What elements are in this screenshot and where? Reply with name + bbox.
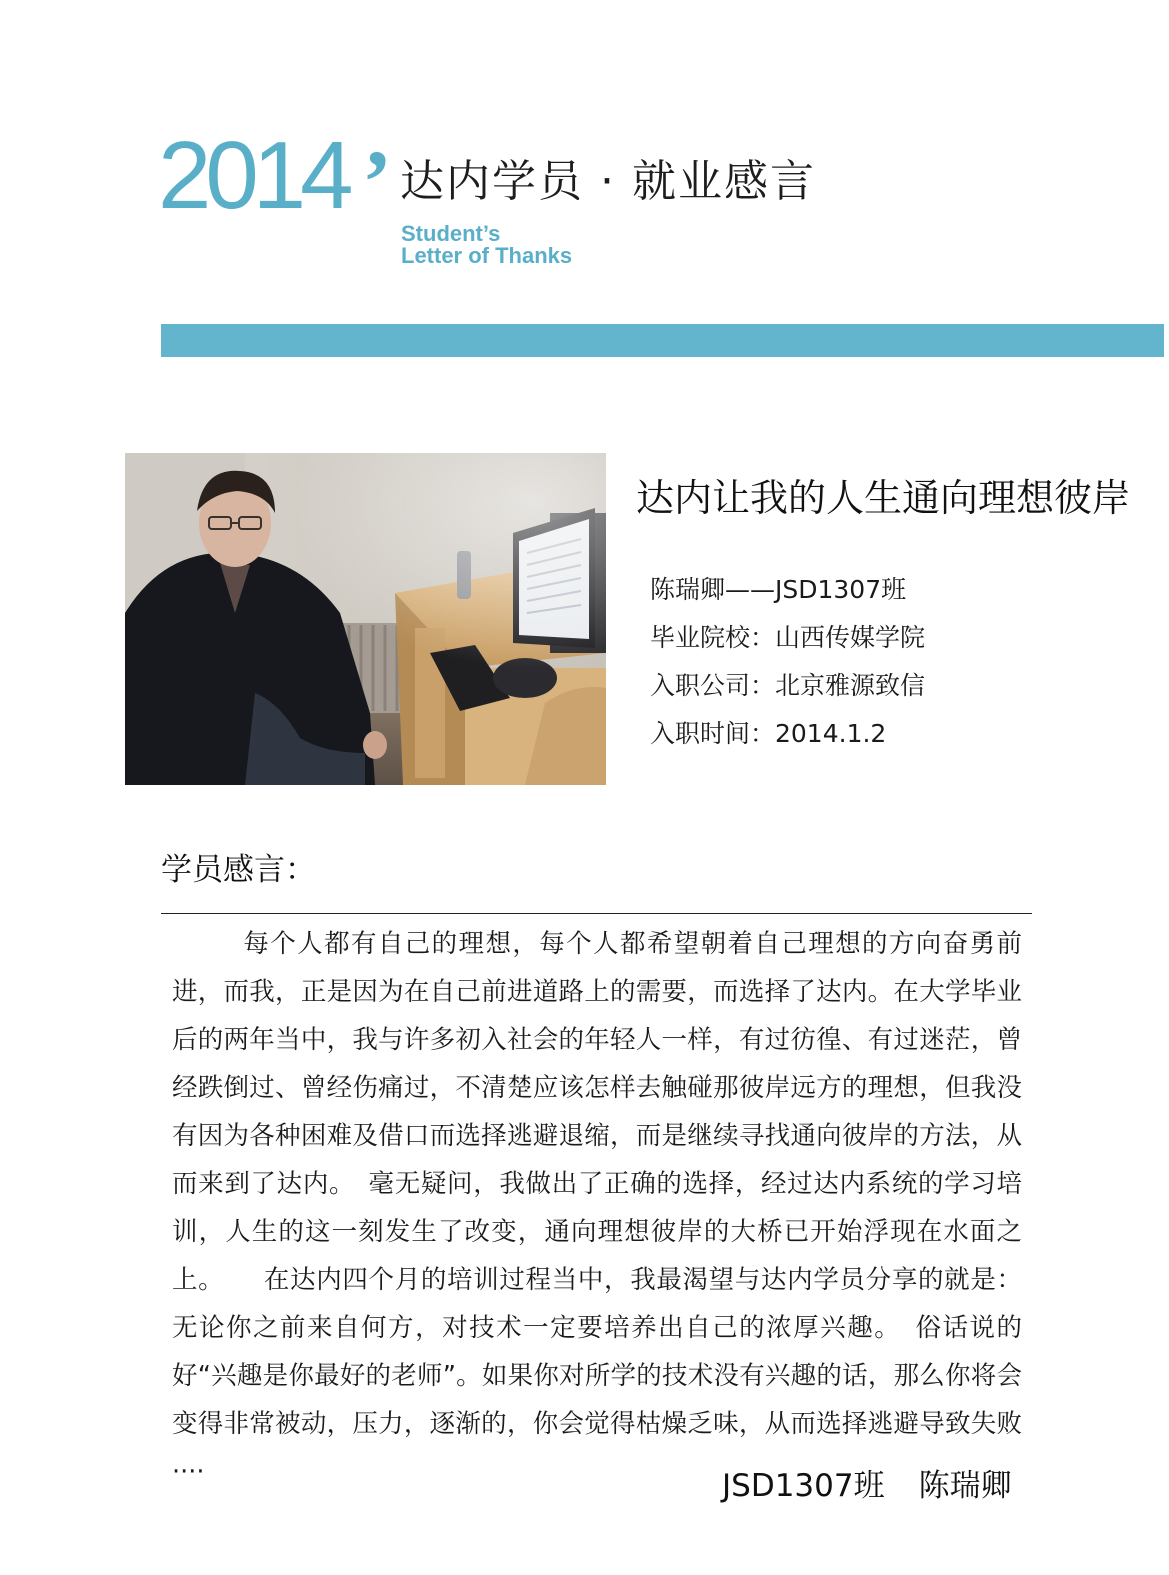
subtitle-line-1: Student’s: [401, 221, 501, 246]
signature: [722, 1468, 1012, 1505]
subtitle-block: [401, 223, 572, 267]
article-title: 达内让我的人生通向理想彼岸: [636, 476, 1131, 520]
signature-class: JSD1307班: [722, 1468, 885, 1504]
testimonial-heading: 学员感言：: [161, 852, 316, 888]
testimonial-body: 每个人都有自己的理想，每个人都希望朝着自己理想的方向奋勇前进，而我，正是因为在自己前进道路上的需要，而选择了达内。在大学毕业后的两年当中，我与许多初入社会的年轻人一样，有过彷徨、有过迷茫，曾经跌倒过、曾经伤痛过，不清楚应该怎样去触碰那彼岸远方的理想，但我没有因为各种困难及借口而选择逃避退缩，而是继续寻找通向彼岸的方法，从而来到了达内。 毫无疑问，我做出了正确的选择，经过达内系统的学习培训，人生的这一刻发生了改变，通向理想彼岸的大桥已开始浮现在水面之上。 在达内四个月的培训过程当中，我最渴望与达内学员分享的就是：无论你之前来自何方，对技术一定要培养出自己的浓厚兴趣。 俗话说的好“兴趣是你最好的老师”。如果你对所学的技术没有兴趣的话，那么你将会变得非常被动，压力，逐渐的，你会觉得枯燥乏味，从而选择逃避导致失败····: [172, 929, 1022, 1487]
year-logo: 2014: [158, 122, 348, 229]
info-start-date: 入职时间：2014.1.2: [650, 719, 887, 748]
student-info: [650, 566, 925, 758]
info-company: 入职公司：北京雅源致信: [650, 671, 926, 700]
student-photo: [125, 453, 606, 785]
signature-name: 陈瑞卿: [918, 1468, 1012, 1504]
header-divider-bar: [161, 324, 1164, 357]
subtitle-line-2: Letter of Thanks: [401, 243, 573, 268]
info-school: 毕业院校：山西传媒学院: [650, 623, 926, 652]
page-title: 达内学员 · 就业感言: [400, 156, 816, 207]
year-apostrophe: ’: [362, 133, 392, 232]
info-name-class: 陈瑞卿——JSD1307班: [650, 575, 907, 604]
section-divider: [161, 913, 1032, 914]
